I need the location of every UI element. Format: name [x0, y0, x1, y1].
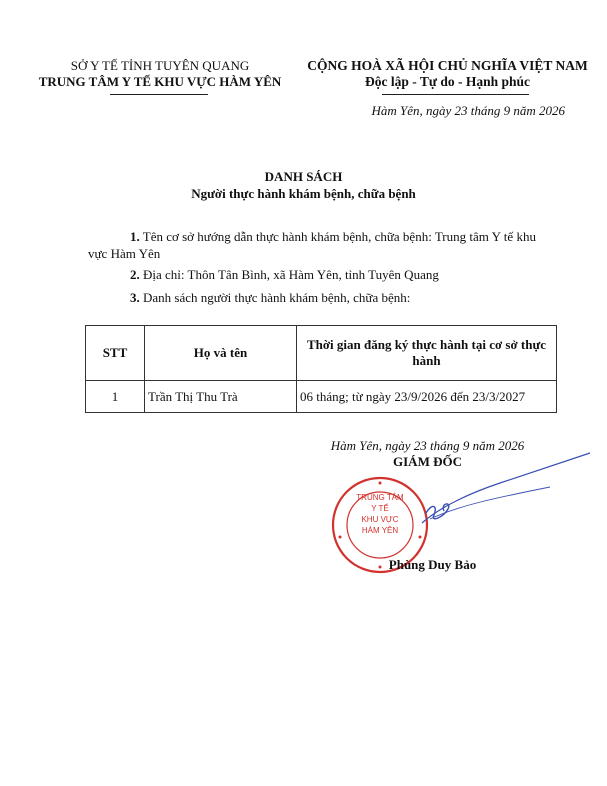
- item-number: 2.: [130, 267, 140, 282]
- list-item: [130, 266, 560, 283]
- seal-line: Y TẾ: [371, 504, 389, 513]
- cell-name: Trần Thị Thu Trà: [145, 381, 297, 413]
- signature-date: Hàm Yên, ngày 23 tháng 9 năm 2026: [330, 438, 525, 453]
- signature-icon: [400, 445, 595, 535]
- document-date: Hàm Yên, ngày 23 tháng 9 năm 2026: [371, 103, 565, 118]
- national-motto: Độc lập - Tự do - Hạnh phúc: [364, 74, 531, 89]
- cell-period: 06 tháng; từ ngày 23/9/2026 đến 23/3/2027: [297, 381, 557, 413]
- seal-line: HÀM YÊN: [361, 526, 399, 535]
- column-header-stt: STT: [86, 326, 145, 381]
- item-number: 3.: [130, 290, 140, 305]
- column-header-period: Thời gian đăng ký thực hành tại cơ sở thực hành: [297, 326, 557, 381]
- column-header-name: Họ và tên: [145, 326, 297, 381]
- handwritten-signature: [400, 445, 595, 535]
- item-text: Tên cơ sở hướng dẫn thực hành khám bệnh, chữa bệnh: Trung tâm Y tế khu vực Hàm Yên: [88, 229, 536, 261]
- cell-stt: 1: [86, 381, 145, 413]
- organization-name: TRUNG TÂM Y TẾ KHU VỰC HÀM YÊN: [38, 74, 282, 89]
- document-title: [0, 168, 607, 202]
- table-header-row: [86, 326, 557, 381]
- practitioner-table: [85, 325, 557, 413]
- title-main: DANH SÁCH: [264, 169, 343, 184]
- seal-line: TRUNG TÂM: [356, 493, 404, 502]
- signer-name: Phùng Duy Bảo: [388, 557, 477, 572]
- signer-title: GIÁM ĐỐC: [393, 454, 462, 469]
- department-name: SỞ Y TẾ TỈNH TUYÊN QUANG: [70, 58, 250, 73]
- header-left-underline: [110, 94, 208, 95]
- list-item: [88, 228, 558, 262]
- item-number: 1.: [130, 229, 140, 244]
- item-text: Địa chỉ: Thôn Tân Bình, xã Hàm Yên, tỉnh Tuyên Quang: [139, 267, 439, 282]
- header-right: [300, 58, 595, 90]
- list-item: [130, 289, 560, 306]
- header-left: [30, 58, 290, 90]
- title-sub: Người thực hành khám bệnh, chữa bệnh: [191, 186, 416, 201]
- item-text: Danh sách người thực hành khám bệnh, chữa bệnh:: [139, 290, 411, 305]
- national-title: CỘNG HOÀ XÃ HỘI CHỦ NGHĨA VIỆT NAM: [307, 58, 588, 73]
- table-row: [86, 381, 557, 413]
- seal-line: KHU VỰC: [361, 515, 399, 524]
- header-right-underline: [382, 94, 529, 95]
